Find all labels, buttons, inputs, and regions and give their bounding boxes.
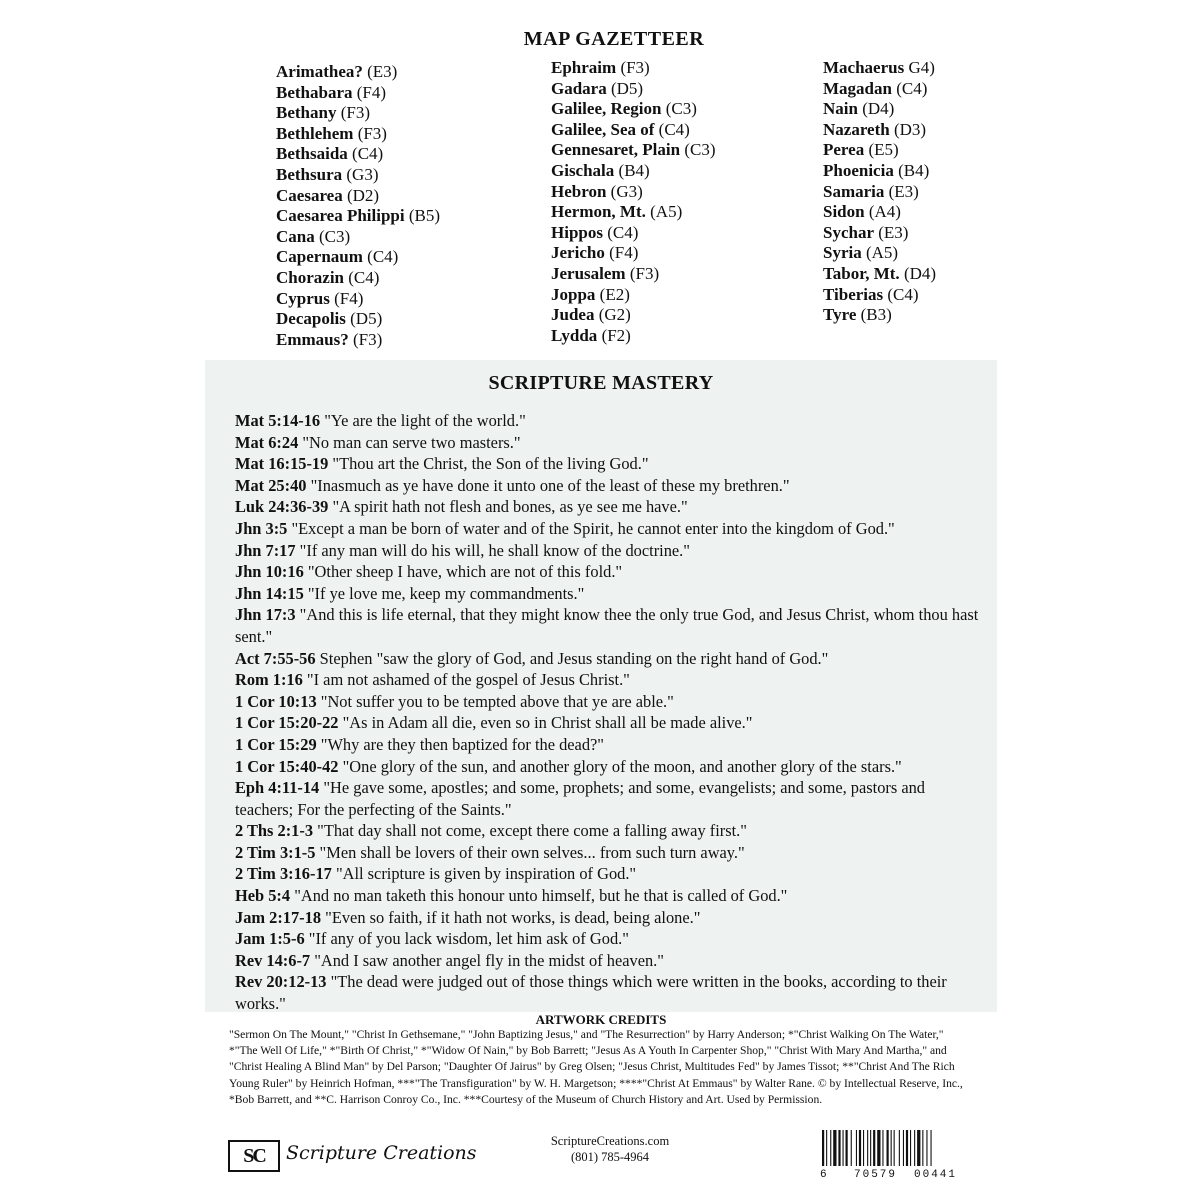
verse-reference: 2 Ths 2:1-3 bbox=[235, 821, 314, 841]
barcode-bar bbox=[931, 1130, 932, 1166]
verse-text: "Why are they then baptized for the dead?" bbox=[316, 734, 604, 754]
verse-reference: Act 7:55-56 bbox=[235, 648, 316, 668]
place-name: Decapolis bbox=[276, 309, 346, 329]
grid-reference: (F4) bbox=[604, 243, 639, 263]
grid-reference: G4) bbox=[904, 58, 935, 77]
contact-info bbox=[480, 1133, 740, 1165]
verse-entry bbox=[235, 496, 980, 518]
gazetteer-entry bbox=[823, 305, 936, 326]
verse-entry bbox=[235, 432, 980, 454]
verse-entry bbox=[235, 971, 980, 1014]
place-name: Jerusalem bbox=[551, 263, 626, 283]
grid-reference: (F3) bbox=[353, 123, 387, 143]
barcode-bar bbox=[882, 1130, 883, 1166]
gazetteer-entry bbox=[276, 62, 440, 83]
verse-reference: Rev 20:12-13 bbox=[235, 972, 327, 992]
verse-reference: Rom 1:16 bbox=[235, 670, 303, 690]
place-name: Gadara bbox=[551, 78, 607, 98]
barcode-bar bbox=[851, 1130, 852, 1166]
artwork-credits-title: ARTWORK CREDITS bbox=[535, 1012, 667, 1027]
place-name: Gennesaret, Plain bbox=[551, 140, 681, 160]
gazetteer-title: MAP GAZETTEER bbox=[523, 28, 705, 50]
verse-text: "That day shall not come, except there come a falling away first." bbox=[313, 821, 747, 841]
place-name: Arimathea? bbox=[276, 62, 363, 81]
verse-reference: 1 Cor 10:13 bbox=[235, 691, 317, 711]
place-name: Lydda bbox=[551, 325, 598, 345]
grid-reference: (C4) bbox=[883, 284, 919, 304]
verse-text: "If any man will do his will, he shall know of the doctrine." bbox=[295, 540, 690, 560]
logo-text: Scripture Creations bbox=[286, 1142, 477, 1164]
grid-reference: (C4) bbox=[344, 267, 380, 287]
barcode-bar bbox=[910, 1130, 911, 1166]
gazetteer-entry bbox=[823, 285, 936, 306]
verse-text: "And no man taketh this honour unto himself, but he that is called of God." bbox=[290, 886, 788, 906]
verse-text: "The dead were judged out of those things which were written in the books, according to their works." bbox=[235, 972, 947, 1014]
place-name: Capernaum bbox=[276, 247, 363, 267]
gazetteer-entry bbox=[276, 124, 440, 145]
verse-reference: Jam 1:5-6 bbox=[235, 929, 305, 949]
gazetteer-entry bbox=[276, 165, 440, 186]
barcode-bar bbox=[926, 1130, 927, 1166]
grid-reference: (D5) bbox=[345, 309, 383, 329]
gazetteer-entry bbox=[551, 99, 716, 120]
grid-reference: (D5) bbox=[606, 78, 644, 98]
place-name: Caesarea Philippi bbox=[276, 206, 405, 226]
grid-reference: (E3) bbox=[874, 222, 909, 242]
verse-reference: Mat 16:15-19 bbox=[235, 454, 329, 474]
verse-entry bbox=[235, 453, 980, 475]
barcode-bar bbox=[887, 1130, 889, 1166]
verse-text: "Not suffer you to be tempted above that ye are able." bbox=[316, 691, 674, 711]
verse-entry bbox=[235, 756, 980, 778]
verse-entry bbox=[235, 907, 980, 929]
gazetteer-entry bbox=[551, 285, 716, 306]
gazetteer-entry bbox=[276, 206, 440, 227]
verse-text: "Men shall be lovers of their own selves... from such turn away." bbox=[315, 842, 745, 862]
logo-mark-icon: SC bbox=[228, 1140, 280, 1172]
grid-reference: (D4) bbox=[899, 263, 937, 283]
grid-reference: (G3) bbox=[342, 164, 379, 184]
grid-reference: (E2) bbox=[595, 284, 630, 304]
verse-entry bbox=[235, 734, 980, 756]
gazetteer-entry bbox=[823, 182, 936, 203]
gazetteer-entry bbox=[823, 264, 936, 285]
verse-entry bbox=[235, 410, 980, 432]
gazetteer-entry bbox=[276, 268, 440, 289]
grid-reference: (B4) bbox=[614, 160, 650, 180]
verse-reference: 2 Tim 3:1-5 bbox=[235, 842, 316, 862]
gazetteer-entry bbox=[551, 202, 716, 223]
verse-entry bbox=[235, 648, 980, 670]
barcode-bar bbox=[906, 1130, 908, 1166]
barcode-bar bbox=[826, 1130, 827, 1166]
verse-reference: Mat 6:24 bbox=[235, 432, 299, 452]
verse-text: "Thou art the Christ, the Son of the living God." bbox=[328, 454, 649, 474]
verse-entry bbox=[235, 820, 980, 842]
verse-entry bbox=[235, 777, 980, 820]
verse-reference: Mat 5:14-16 bbox=[235, 411, 321, 430]
verse-reference: 1 Cor 15:40-42 bbox=[235, 756, 339, 776]
barcode-bar bbox=[914, 1130, 915, 1166]
verse-text: "Even so faith, if it hath not works, is dead, being alone." bbox=[321, 907, 701, 927]
place-name: Nain bbox=[823, 99, 858, 119]
place-name: Hebron bbox=[551, 181, 607, 201]
grid-reference: (F4) bbox=[352, 82, 387, 102]
artwork-credits-text: "Sermon On The Mount," "Christ In Gethsemane," "John Baptizing Jesus," and "The Resurrection" by Harry Anderson; *"Christ Walking On The Water," *"The Well Of Life," *"Birth Of Christ," *"Widow Of Nain," by Bob Barrett; "Jesus As A Youth In Carpenter Shop," "Christ With Mary And Martha," and "Christ Healing A Blind Man" by Del Parson; "Daughter Of Jairus" by Greg Olsen; "Jesus Christ, Multitudes Fed" by James Tissot; **"Christ And The Rich Young Ruler" by Heinrich Hofman, ***"The Transfiguration" by W. H. Margetson; ****"Christ At Emmaus" by Walter Rane. © by Intellectual Reserve, Inc., *Bob Barrett, and **C. Harrison Conroy Co., Inc. ***Courtesy of the Museum of Church History and Art. Used by Permission. bbox=[229, 1028, 963, 1106]
barcode-bar bbox=[833, 1130, 836, 1166]
barcode-bar bbox=[863, 1130, 864, 1166]
website-text: ScriptureCreations.com bbox=[550, 1134, 670, 1148]
gazetteer-entry bbox=[823, 161, 936, 182]
gazetteer-entry bbox=[551, 223, 716, 244]
verse-text: "And I saw another angel fly in the midst of heaven." bbox=[310, 950, 664, 970]
grid-reference: (A5) bbox=[645, 202, 683, 222]
place-name: Chorazin bbox=[276, 267, 344, 287]
gazetteer-entry bbox=[276, 330, 440, 351]
gazetteer-entry bbox=[276, 103, 440, 124]
place-name: Emmaus? bbox=[276, 329, 349, 349]
verse-entry bbox=[235, 928, 980, 950]
verse-reference: Jhn 17:3 bbox=[235, 605, 296, 625]
gazetteer-column-1 bbox=[276, 62, 440, 350]
place-name: Hippos bbox=[551, 222, 603, 242]
verse-reference: Mat 25:40 bbox=[235, 475, 307, 495]
verse-reference: 1 Cor 15:29 bbox=[235, 734, 317, 754]
place-name: Bethabara bbox=[276, 82, 353, 102]
verse-text: "If any of you lack wisdom, let him ask of God." bbox=[304, 929, 629, 949]
grid-reference: (D4) bbox=[857, 99, 895, 119]
gazetteer-entry bbox=[823, 58, 936, 79]
gazetteer-entry bbox=[551, 326, 716, 347]
gazetteer-entry bbox=[823, 140, 936, 161]
verse-reference: 1 Cor 15:20-22 bbox=[235, 713, 339, 733]
gazetteer-entry bbox=[276, 309, 440, 330]
verse-entry bbox=[235, 540, 980, 562]
grid-reference: (A5) bbox=[861, 243, 899, 263]
phone-text: (801) 785-4964 bbox=[570, 1150, 650, 1164]
grid-reference: (C4) bbox=[891, 78, 928, 98]
barcode-bar bbox=[830, 1130, 831, 1166]
grid-reference: (E3) bbox=[884, 181, 919, 201]
grid-reference: (D3) bbox=[889, 119, 927, 139]
grid-reference: (C3) bbox=[661, 99, 697, 119]
place-name: Hermon, Mt. bbox=[551, 202, 646, 222]
gazetteer-entry bbox=[551, 161, 716, 182]
grid-reference: (F3) bbox=[348, 329, 383, 349]
barcode-bar bbox=[843, 1130, 844, 1166]
verse-entry bbox=[235, 691, 980, 713]
place-name: Perea bbox=[823, 140, 865, 160]
barcode-digits-left: 70579 bbox=[854, 1169, 898, 1178]
barcode-bar bbox=[822, 1130, 824, 1166]
verse-entry bbox=[235, 669, 980, 691]
grid-reference: (F2) bbox=[597, 325, 631, 345]
place-name: Tabor, Mt. bbox=[823, 263, 900, 283]
verse-reference: Rev 14:6-7 bbox=[235, 950, 311, 970]
gazetteer-entry bbox=[551, 243, 716, 264]
barcode-bar bbox=[891, 1130, 892, 1166]
gazetteer-entry bbox=[551, 264, 716, 285]
gazetteer-entry bbox=[276, 186, 440, 207]
grid-reference: (C3) bbox=[314, 226, 351, 246]
place-name: Sidon bbox=[823, 202, 865, 222]
grid-reference: (E5) bbox=[864, 140, 899, 160]
barcode-bar bbox=[877, 1130, 880, 1166]
gazetteer-entry bbox=[551, 120, 716, 141]
verse-reference: Jhn 3:5 bbox=[235, 518, 288, 538]
barcode-bar bbox=[894, 1130, 895, 1166]
verse-text: "He gave some, apostles; and some, prophets; and some, evangelists; and some, pastors and teachers; For the perfecting of the Saints." bbox=[235, 778, 925, 819]
place-name: Tiberias bbox=[823, 284, 884, 304]
grid-reference: (B3) bbox=[856, 305, 892, 325]
grid-reference: (B5) bbox=[404, 206, 441, 226]
gazetteer-entry bbox=[551, 79, 716, 100]
grid-reference: (B4) bbox=[893, 160, 930, 180]
verse-reference: Jhn 10:16 bbox=[235, 562, 304, 582]
grid-reference: (C4) bbox=[654, 119, 690, 139]
gazetteer-entry bbox=[551, 305, 716, 326]
place-name: Gischala bbox=[551, 160, 615, 180]
gazetteer-column-3 bbox=[823, 58, 936, 326]
place-name: Ephraim bbox=[551, 58, 617, 77]
gazetteer-entry bbox=[276, 227, 440, 248]
place-name: Bethsaida bbox=[276, 144, 348, 164]
grid-reference: (G2) bbox=[594, 305, 631, 325]
barcode-bar bbox=[917, 1130, 920, 1166]
barcode-bar bbox=[856, 1130, 857, 1166]
verse-reference: Heb 5:4 bbox=[235, 886, 291, 906]
barcode-digits-right: 00441 bbox=[914, 1169, 958, 1178]
verse-reference: Jhn 14:15 bbox=[235, 583, 304, 603]
verse-reference: 2 Tim 3:16-17 bbox=[235, 864, 332, 884]
verse-text: "Other sheep I have, which are not of this fold." bbox=[303, 562, 623, 582]
verse-reference: Jhn 7:17 bbox=[235, 540, 296, 560]
place-name: Nazareth bbox=[823, 119, 890, 139]
gazetteer-column-2 bbox=[551, 58, 716, 346]
place-name: Phoenicia bbox=[823, 160, 894, 180]
barcode-bar bbox=[838, 1130, 840, 1166]
verse-text: "Ye are the light of the world." bbox=[320, 411, 526, 430]
grid-reference: (F3) bbox=[336, 103, 370, 123]
verse-entry bbox=[235, 950, 980, 972]
place-name: Cyprus bbox=[276, 288, 330, 308]
grid-reference: (F3) bbox=[625, 263, 660, 283]
place-name: Caesarea bbox=[276, 185, 343, 205]
place-name: Galilee, Region bbox=[551, 99, 662, 119]
gazetteer-entry bbox=[823, 223, 936, 244]
gazetteer-entry bbox=[276, 247, 440, 268]
verse-reference: Eph 4:11-14 bbox=[235, 778, 320, 798]
verse-entry bbox=[235, 518, 980, 540]
grid-reference: (G3) bbox=[606, 181, 643, 201]
verse-entry bbox=[235, 842, 980, 864]
barcode-icon bbox=[818, 1128, 968, 1178]
scripture-mastery-title: SCRIPTURE MASTERY bbox=[488, 372, 714, 394]
barcode-bar bbox=[922, 1130, 923, 1166]
place-name: Syria bbox=[823, 243, 862, 263]
verse-text: "One glory of the sun, and another glory of the moon, and another glory of the stars." bbox=[338, 756, 902, 776]
verse-text: "A spirit hath not flesh and bones, as ye see me have." bbox=[328, 497, 688, 517]
gazetteer-entry bbox=[823, 120, 936, 141]
gazetteer-entry bbox=[823, 79, 936, 100]
grid-reference: (C4) bbox=[602, 222, 639, 242]
barcode-bar bbox=[873, 1130, 875, 1166]
grid-reference: (E3) bbox=[362, 62, 398, 81]
gazetteer-entry bbox=[551, 182, 716, 203]
verse-text: Stephen "saw the glory of God, and Jesus standing on the right hand of God." bbox=[315, 648, 829, 668]
verse-text: "Inasmuch as ye have done it unto one of the least of these my brethren." bbox=[306, 475, 790, 495]
verse-text: "Except a man be born of water and of the Spirit, he cannot enter into the kingdom of God." bbox=[287, 518, 895, 538]
barcode-digits-system: 6 bbox=[820, 1169, 827, 1178]
gazetteer-entry bbox=[276, 289, 440, 310]
verse-text: "As in Adam all die, even so in Christ shall all be made alive." bbox=[338, 713, 753, 733]
verse-entry bbox=[235, 885, 980, 907]
verse-text: "I am not ashamed of the gospel of Jesus Christ." bbox=[302, 670, 630, 690]
place-name: Magadan bbox=[823, 78, 892, 98]
verse-reference: Jam 2:17-18 bbox=[235, 907, 322, 927]
verse-entry bbox=[235, 604, 980, 647]
grid-reference: (D2) bbox=[342, 185, 380, 205]
grid-reference: (A4) bbox=[864, 202, 901, 222]
verse-reference: Luk 24:36-39 bbox=[235, 497, 329, 517]
place-name: Joppa bbox=[551, 284, 596, 304]
verse-text: "No man can serve two masters." bbox=[298, 432, 521, 452]
gazetteer-entry bbox=[823, 202, 936, 223]
gazetteer-entry bbox=[276, 83, 440, 104]
grid-reference: (C4) bbox=[362, 247, 399, 267]
gazetteer-entry bbox=[551, 140, 716, 161]
gazetteer-entry bbox=[823, 243, 936, 264]
place-name: Cana bbox=[276, 226, 315, 246]
gazetteer-entry bbox=[823, 99, 936, 120]
place-name: Judea bbox=[551, 305, 595, 325]
grid-reference: (C3) bbox=[680, 140, 716, 160]
verse-entry bbox=[235, 583, 980, 605]
grid-reference: (F3) bbox=[616, 58, 650, 77]
scripture-mastery-list bbox=[235, 410, 980, 1015]
place-name: Bethany bbox=[276, 103, 337, 123]
place-name: Tyre bbox=[823, 305, 857, 325]
verse-text: "And this is life eternal, that they might know thee the only true God, and Jesus Christ, whom thou hast sent." bbox=[235, 605, 979, 646]
verse-text: "If ye love me, keep my commandments." bbox=[303, 583, 585, 603]
place-name: Sychar bbox=[823, 222, 874, 242]
barcode-bar bbox=[899, 1130, 900, 1166]
gazetteer-entry bbox=[551, 58, 716, 79]
grid-reference: (C4) bbox=[347, 144, 384, 164]
place-name: Machaerus bbox=[823, 58, 905, 77]
verse-entry bbox=[235, 561, 980, 583]
barcode-bar bbox=[903, 1130, 904, 1166]
barcode-bar bbox=[846, 1130, 848, 1166]
place-name: Bethsura bbox=[276, 164, 343, 184]
place-name: Samaria bbox=[823, 181, 885, 201]
barcode-bar bbox=[867, 1130, 868, 1166]
place-name: Bethlehem bbox=[276, 123, 354, 143]
verse-entry bbox=[235, 475, 980, 497]
place-name: Galilee, Sea of bbox=[551, 119, 655, 139]
gazetteer-entry bbox=[276, 144, 440, 165]
barcode-bar bbox=[870, 1130, 871, 1166]
barcode-bar bbox=[859, 1130, 861, 1166]
place-name: Jericho bbox=[551, 243, 605, 263]
verse-text: "All scripture is given by inspiration of God." bbox=[331, 864, 637, 884]
verse-entry bbox=[235, 712, 980, 734]
grid-reference: (F4) bbox=[329, 288, 364, 308]
verse-entry bbox=[235, 863, 980, 885]
